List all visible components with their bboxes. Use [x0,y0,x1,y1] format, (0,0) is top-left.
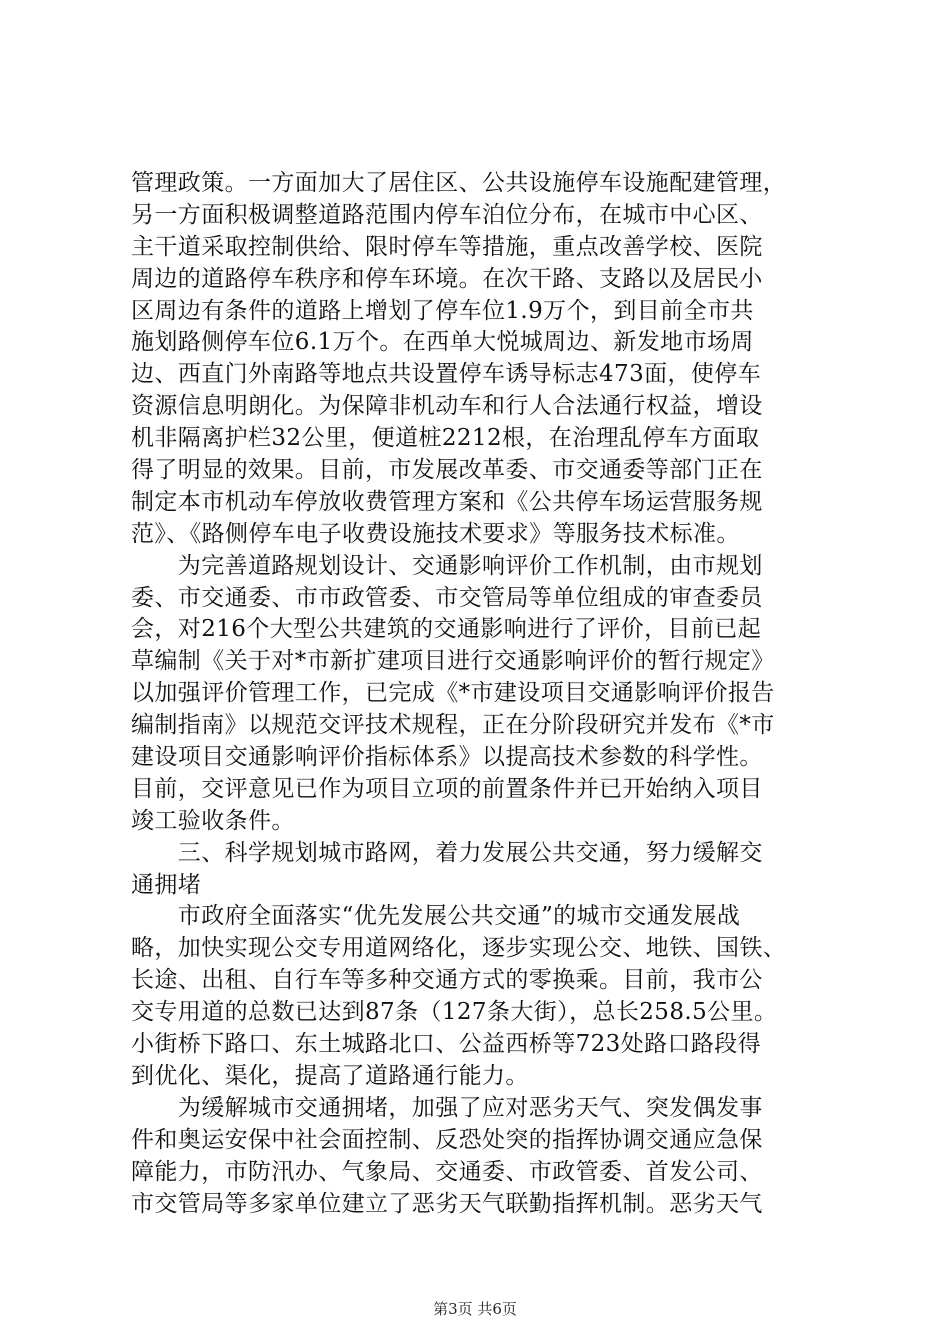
text-line: 周边的道路停车秩序和停车环境。在次干路、支路以及居民小 [131,265,763,292]
text-line: 为缓解城市交通拥堵，加强了应对恶劣天气、突发偶发事 [131,1094,763,1121]
text-line: 长途、出租、自行车等多种交通方式的零换乘。目前，我市公 [131,967,763,994]
document-body [131,168,831,1220]
text-line: 委、市交通委、市市政管委、市交管局等单位组成的审查委员 [131,584,763,611]
section-heading-line: 三、科学规划城市路网，着力发展公共交通，努力缓解交 [131,839,763,866]
text-line: 小街桥下路口、东土城路北口、公益西桥等723处路口路段得 [131,1031,762,1058]
text-line: 到优化、渠化，提高了道路通行能力。 [131,1062,529,1089]
text-line: 编制指南》以规范交评技术规程，正在分阶段研究并发布《*市 [131,712,775,739]
text-line: 管理政策。一方面加大了居住区、公共设施停车设施配建管理， [131,170,787,196]
text-line: 目前，交评意见已作为项目立项的前置条件并已开始纳入项目 [131,775,763,802]
text-line: 市政府全面落实“优先发展公共交通”的城市交通发展战 [131,903,741,930]
text-line: 件和奥运安保中社会面控制、反恐处突的指挥协调交通应急保 [131,1126,763,1153]
text-line: 以加强评价管理工作，已完成《*市建设项目交通影响评价报告 [131,680,775,707]
text-line: 机非隔离护栏32公里，便道桩2212根，在治理乱停车方面取 [131,425,760,452]
text-line: 会，对216个大型公共建筑的交通影响进行了评价，目前已起 [131,616,762,643]
text-line: 边、西直门外南路等地点共设置停车诱导标志473面，使停车 [131,361,762,388]
text-line: 为完善道路规划设计、交通影响评价工作机制，由市规划 [131,552,763,579]
text-line: 障能力，市防汛办、气象局、交通委、市政管委、首发公司、 [131,1158,763,1185]
section-heading-line: 通拥堵 [131,871,202,898]
text-line: 市交管局等多家单位建立了恶劣天气联勤指挥机制。恶劣天气 [131,1190,763,1217]
text-line: 草编制《关于对*市新扩建项目进行交通影响评价的暂行规定》 [131,648,775,675]
text-line: 范》、《路侧停车电子收费设施技术要求》等服务技术标准。 [131,520,740,547]
text-line: 区周边有条件的道路上增划了停车位1.9万个，到目前全市共 [131,297,754,324]
page-number-footer: 第3页 共6页 [433,1300,517,1318]
text-line: 略，加快实现公交专用道网络化，逐步实现公交、地铁、国铁、 [131,935,787,962]
text-line: 制定本市机动车停放收费管理方案和《公共停车场运营服务规 [131,488,763,515]
text-line: 交专用道的总数已达到87条（127条大街），总长258.5公里。 [131,999,778,1026]
text-line: 施划路侧停车位6.1万个。在西单大悦城周边、新发地市场周 [131,329,754,356]
text-line: 资源信息明朗化。为保障非机动车和行人合法通行权益，增设 [131,393,763,420]
text-line: 主干道采取控制供给、限时停车等措施，重点改善学校、医院 [131,233,763,260]
text-line: 另一方面积极调整道路范围内停车泊位分布，在城市中心区、 [131,201,763,228]
text-line: 得了明显的效果。目前，市发展改革委、市交通委等部门正在 [131,457,763,484]
text-line: 竣工验收条件。 [131,807,295,834]
text-line: 建设项目交通影响评价指标体系》以提高技术参数的科学性。 [131,744,763,771]
